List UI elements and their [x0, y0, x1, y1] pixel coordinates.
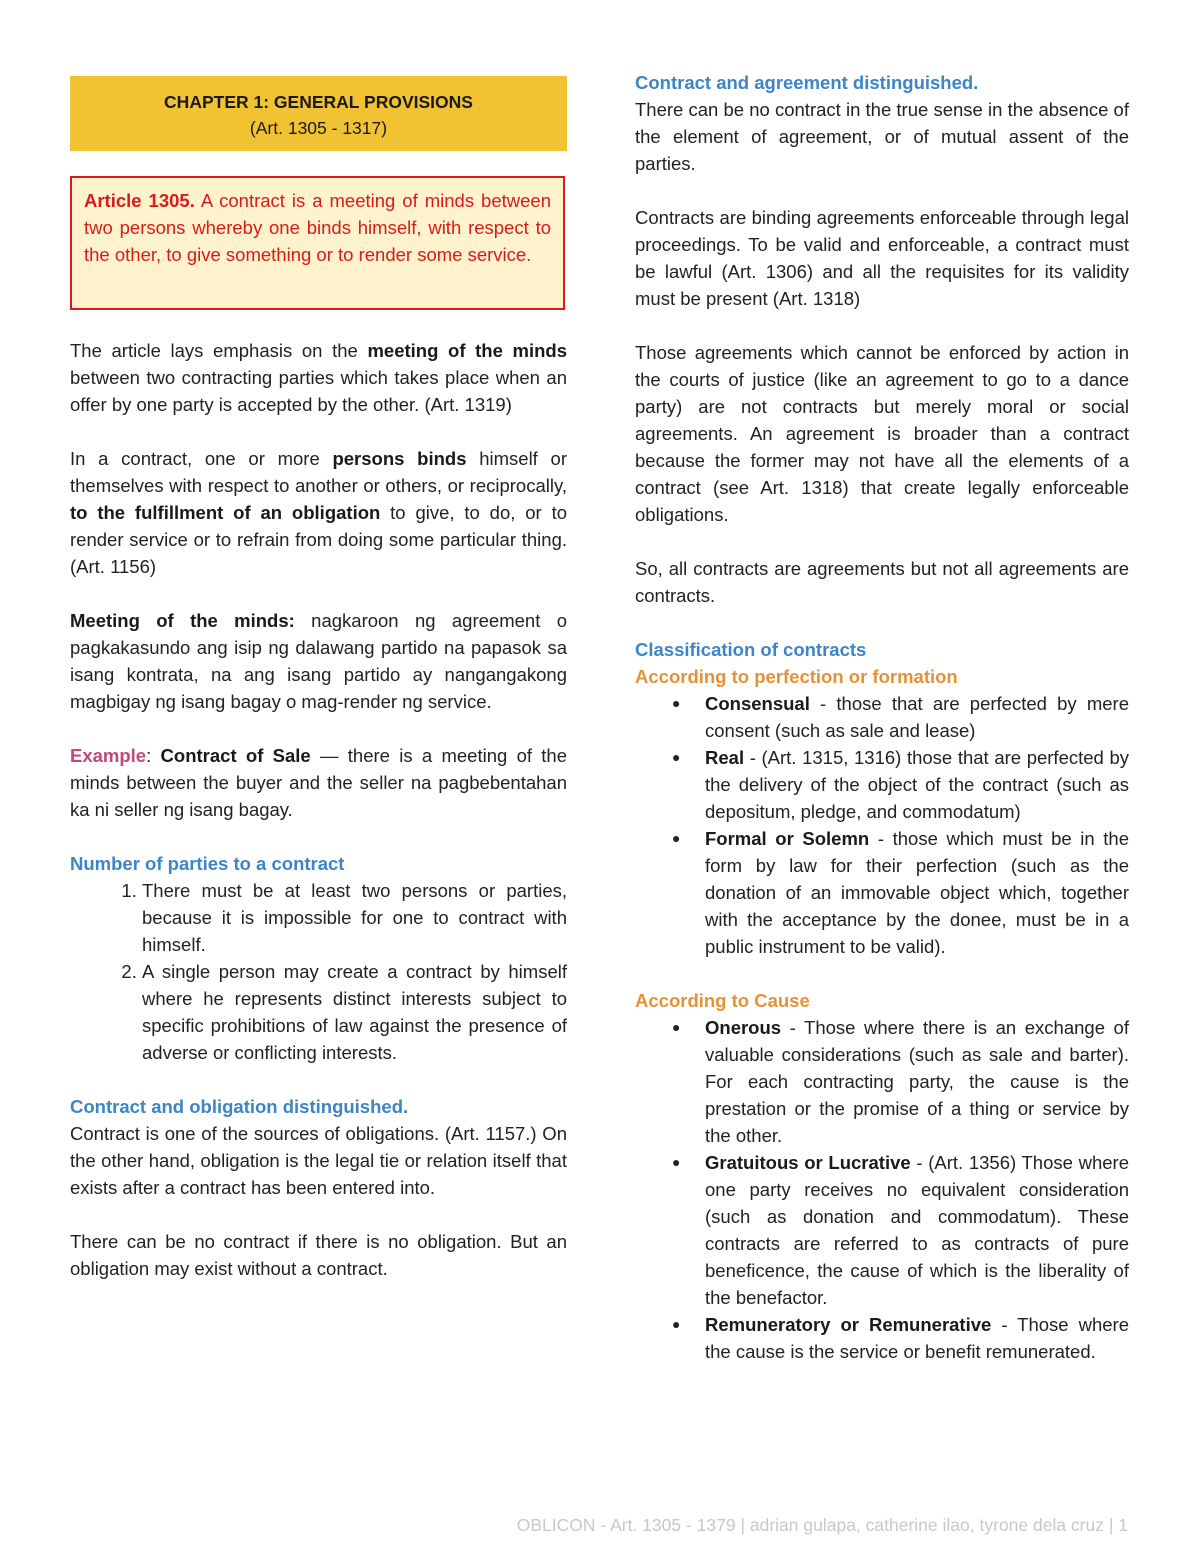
paragraph-persons-binds: In a contract, one or more persons binds himself or themselves with respect to another or others, or reciprocally, to the fulfillment of an obligation to give, to do, or to render service or to refrain from doing some particular thing. (Art. 1156) — [70, 448, 567, 577]
paragraph-agreement-3: Those agreements which cannot be enforced by action in the courts of justice (like an agreement to go to a dance party) are not contracts but merely moral or social agreements. An agreement is broader than a contract because the former may not have all the elements of a contract (see Art. 1318) that create legally enforceable obligations. — [635, 342, 1129, 525]
heading-cause: According to Cause — [635, 990, 810, 1011]
paragraph-example: Example: Contract of Sale — there is a meeting of the minds between the buyer and the seller na pagbebentahan ka ni seller ng isang bagay. — [70, 745, 567, 820]
bullet-icon: ● — [672, 749, 681, 765]
list-item: ● Real - (Art. 1315, 1316) those that are perfected by the delivery of the object of the contract (such as depositum, pledge, and commodatum) — [705, 744, 1129, 825]
paragraph-agreement-1: There can be no contract in the true sense in the absence of the element of agreement, or of mutual assent of the parties. — [635, 99, 1129, 174]
bullet-icon: ● — [672, 695, 681, 711]
article-1305-box — [70, 176, 565, 310]
parties-list — [70, 877, 567, 1066]
chapter-header — [70, 76, 567, 151]
article-label: Article 1305. — [84, 190, 195, 211]
list-item: ● Remuneratory or Remunerative - Those where the cause is the service or benefit remunerated. — [705, 1311, 1129, 1365]
paragraph-agreement-2: Contracts are binding agreements enforceable through legal proceedings. To be valid and enforceable, a contract must be lawful (Art. 1306) and all the requisites for its validity must be present (Art. 1318) — [635, 207, 1129, 309]
list-item: ● Gratuitous or Lucrative - (Art. 1356) Those where one party receives no equivalent consideration (such as donation and commodatum). These contracts are referred to as contracts of pure beneficence, the cause of which is the liberality of the benefactor. — [705, 1149, 1129, 1311]
paragraph-agreement-4: So, all contracts are agreements but not all agreements are contracts. — [635, 558, 1129, 606]
list-item: 2. A single person may create a contract by himself where he represents distinct interests subject to specific prohibitions of law against the presence of adverse or conflicting interests. — [142, 958, 567, 1066]
perfection-list — [635, 690, 1129, 960]
paragraph-contract-obligation: Contract is one of the sources of obligations. (Art. 1157.) On the other hand, obligation is the legal tie or relation itself that exists after a contract has been entered into. — [70, 1123, 567, 1198]
bullet-icon: ● — [672, 830, 681, 846]
bullet-icon: ● — [672, 1316, 681, 1332]
bullet-icon: ● — [672, 1019, 681, 1035]
paragraph-meeting-of-minds-tagalog: Meeting of the minds: nagkaroon ng agreement o pagkakasundo ang isip ng dalawang partido na papasok sa isang kontrata, na ang isang partido ay nangangakong magbigay ng isang bagay o mag-render ng service. — [70, 610, 567, 712]
example-label: Example — [70, 745, 147, 766]
article-text: A contract is a meeting of minds between two persons whereby one binds himself, with respect to the other, to give something or to render some service. — [84, 190, 551, 265]
heading-contract-agreement: Contract and agreement distinguished. — [635, 72, 979, 93]
chapter-title: CHAPTER 1: GENERAL PROVISIONS — [164, 92, 473, 112]
paragraph-meeting-of-minds: The article lays emphasis on the meeting of the minds between two contracting parties which takes place when an offer by one party is accepted by the other. (Art. 1319) — [70, 340, 567, 415]
chapter-range: (Art. 1305 - 1317) — [249, 118, 388, 138]
right-column — [635, 69, 1129, 1365]
heading-contract-obligation: Contract and obligation distinguished. — [70, 1096, 409, 1117]
list-item: ● Onerous - Those where there is an exchange of valuable considerations (such as sale and barter). For each contracting party, the cause is the prestation or the promise of a thing or service by the other. — [705, 1014, 1129, 1149]
list-item: 1. There must be at least two persons or parties, because it is impossible for one to contract with himself. — [142, 877, 567, 958]
heading-number-of-parties: Number of parties to a contract — [70, 853, 345, 874]
left-column — [70, 337, 567, 1282]
heading-perfection: According to perfection or formation — [635, 666, 958, 687]
cause-list — [635, 1014, 1129, 1365]
paragraph-no-contract: There can be no contract if there is no obligation. But an obligation may exist without a contract. — [70, 1231, 567, 1279]
bullet-icon: ● — [672, 1154, 681, 1170]
page-footer: OBLICON - Art. 1305 - 1379 | adrian gulapa, catherine ilao, tyrone dela cruz | 1 — [516, 1515, 1128, 1535]
list-item: ● Formal or Solemn - those which must be in the form by law for their perfection (such as the donation of an immovable object which, together with the acceptance by the donee, must be in a public instrument to be valid). — [705, 825, 1129, 960]
heading-classification: Classification of contracts — [635, 639, 867, 660]
list-item: ● Consensual - those that are perfected by mere consent (such as sale and lease) — [705, 690, 1129, 744]
